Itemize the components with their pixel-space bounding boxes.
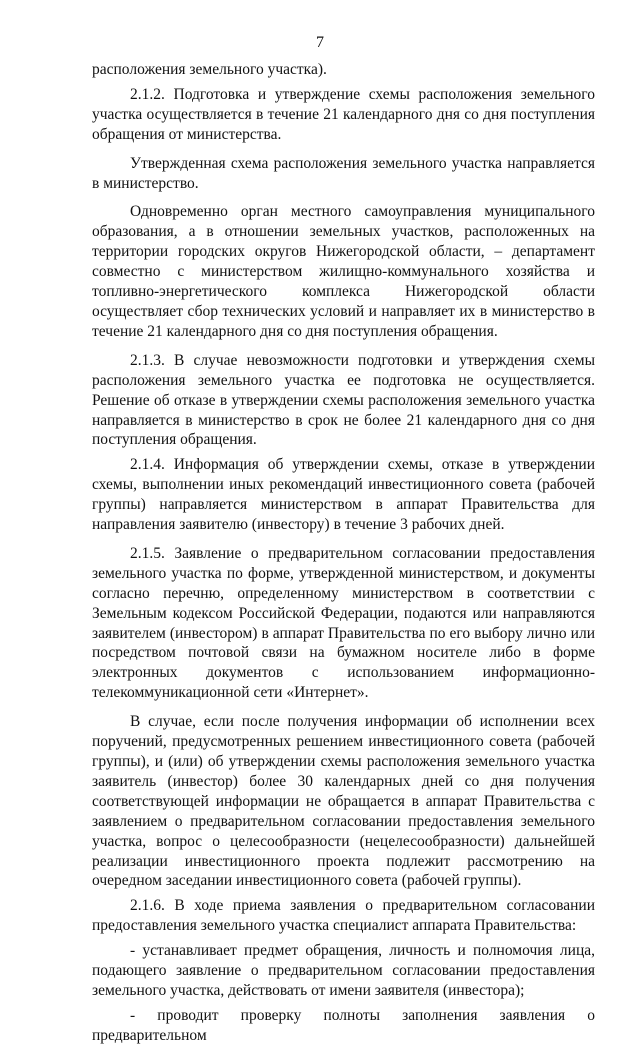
page-number: 7 xyxy=(316,34,324,51)
paragraph: 2.1.4. Информация об утверждении схемы, отказе в утверждении схемы, выполнении иных рекомендаций инвестиционного совета (рабочей группы) направляется министерством в аппарат Правительства для направления заявителю (инвестору) в течение 3 рабочих дней. xyxy=(92,456,595,534)
paragraph: - проводит проверку полноты заполнения заявления о предварительном xyxy=(92,1006,595,1044)
paragraph: 2.1.2. Подготовка и утверждение схемы расположения земельного участка осуществляется в течение 21 календарного дня со дня поступления обращения от министерства. xyxy=(92,85,595,143)
paragraph: В случае, если после получения информации об исполнении всех поручений, предусмотренных решением инвестиционного совета (рабочей группы), и (или) об утверждении схемы расположения земельного участка заявитель (инвестор) более 30 календарных дней со дня получения соответствующей информации не обращается в аппарат Правительства с заявлением о предварительном согласовании предоставления земельного участка, вопрос о целесообразности (нецелесообразности) дальнейшей реализации инвестиционного проекта подлежит рассмотрению на очередном заседании инвестиционного совета (рабочей группы). xyxy=(92,713,595,890)
paragraph: 2.1.5. Заявление о предварительном согласовании предоставления земельного участка по форме, утвержденной министерством, и документы согласно перечню, определенному министерством в соответствии с Земельным кодексом Российской Федерации, подаются или направляются заявителем (инвестором) в аппарат Правительства по его выбору лично или посредством почтовой связи на бумажном носителе либо в форме электронных документов с использованием информационно-телекоммуникационной сети «Интернет». xyxy=(92,544,595,702)
paragraph: расположения земельного участка). xyxy=(92,61,327,78)
paragraph: - устанавливает предмет обращения, личность и полномочия лица, подающего заявление о предварительном согласовании предоставления земельного участка, действовать от имени заявителя (инвестора); xyxy=(92,942,595,999)
document-body xyxy=(92,60,595,1046)
paragraph: 2.1.3. В случае невозможности подготовки и утверждения схемы расположения земельного участка ее подготовка не осуществляется. Решение об отказе в утверждении схемы расположения земельного участка направляется в министерство в срок не более 21 календарного дня со дня поступления обращения. xyxy=(92,351,595,449)
paragraph: Утвержденная схема расположения земельного участка направляется в министерство. xyxy=(92,154,595,192)
paragraph: Одновременно орган местного самоуправления муниципального образования, а в отношении земельных участков, расположенных на территории городских округов Нижегородской области, – департамент совместно с министерством жилищно-коммунального хозяйства и топливно-энергетического комплекса Нижегородской области осуществляет сбор технических условий и направляет их в министерство в течение 21 календарного дня со дня поступления обращения. xyxy=(92,203,595,340)
paragraph: 2.1.6. В ходе приема заявления о предварительном согласовании предоставления земельного участка специалист аппарата Правительства: xyxy=(92,897,595,935)
